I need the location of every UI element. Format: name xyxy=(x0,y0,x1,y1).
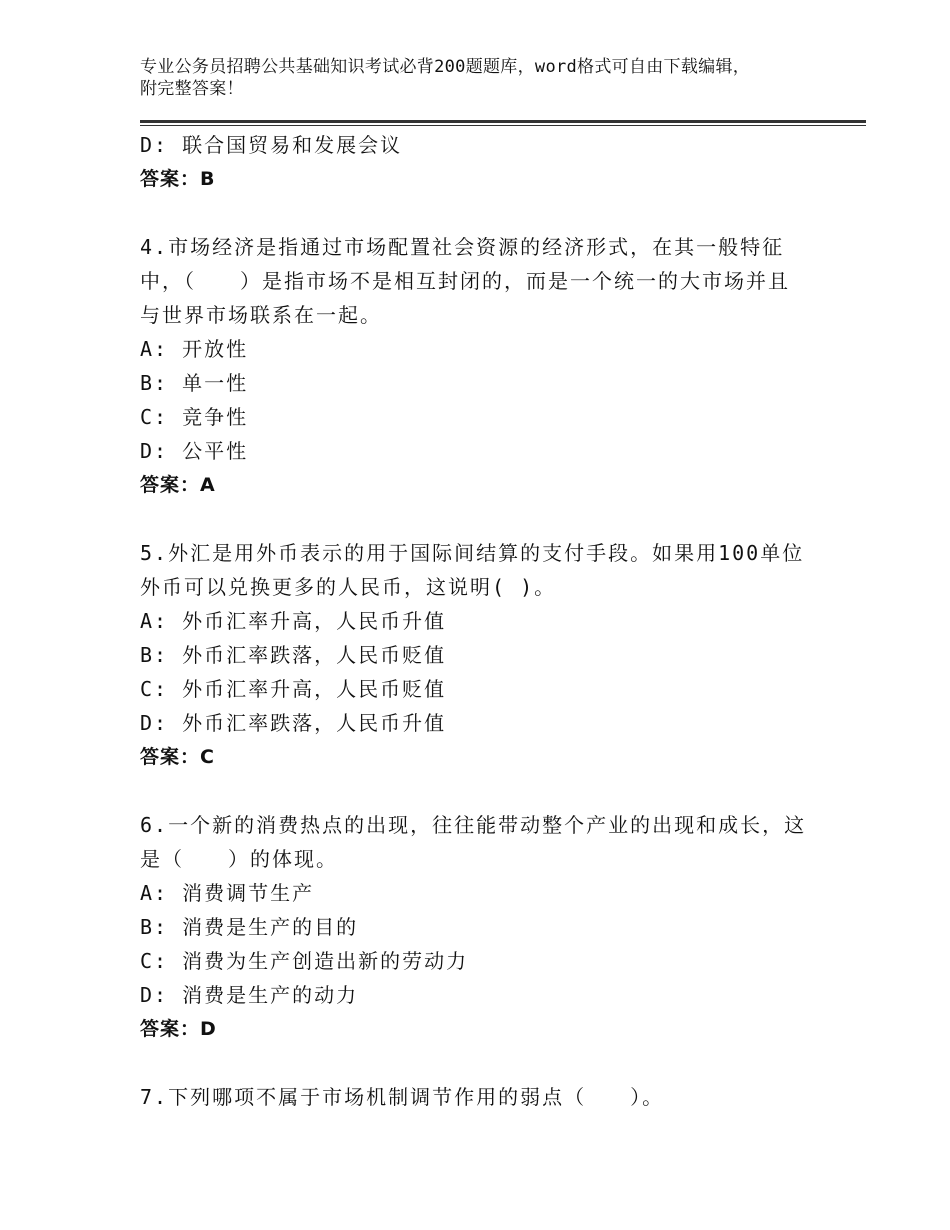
question-stem xyxy=(140,230,820,332)
document-body xyxy=(140,128,820,1114)
option-c: C: 消费为生产创造出新的劳动力 xyxy=(140,949,469,973)
question-stem-line: 是（ ）的体现。 xyxy=(140,847,338,871)
option-b: B: 单一性 xyxy=(140,371,249,395)
question-stem-line: 外币可以兑换更多的人民币，这说明( )。 xyxy=(140,575,557,599)
option-c: C: 外币汇率升高，人民币贬值 xyxy=(140,677,447,701)
option-b: B: 消费是生产的目的 xyxy=(140,915,359,939)
option-a: A: 消费调节生产 xyxy=(140,881,315,905)
header-line-2: 附完整答案！ xyxy=(140,79,244,99)
question-block-6 xyxy=(140,808,820,1046)
question-block-7 xyxy=(140,1080,820,1114)
prev-question-block xyxy=(140,128,820,196)
header-divider xyxy=(140,120,866,126)
option-d: D: 公平性 xyxy=(140,439,249,463)
option-a: A: 外币汇率升高，人民币升值 xyxy=(140,609,447,633)
question-stem-line: 与世界市场联系在一起。 xyxy=(140,303,382,327)
header-line-1: 专业公务员招聘公共基础知识考试必背200题题库，word格式可自由下载编辑， xyxy=(140,57,751,77)
question-stem-line: 7.下列哪项不属于市场机制调节作用的弱点（ ）。 xyxy=(140,1085,665,1109)
answer-label: 答案：D xyxy=(140,1018,217,1040)
option-d: D: 消费是生产的动力 xyxy=(140,983,359,1007)
answer-label: 答案：B xyxy=(140,168,216,190)
option-c: C: 竞争性 xyxy=(140,405,249,429)
option-d: D: 外币汇率跌落，人民币升值 xyxy=(140,711,447,735)
question-block-4 xyxy=(140,230,820,502)
option-a: A: 开放性 xyxy=(140,337,249,361)
question-stem-line: 中，（ ）是指市场不是相互封闭的，而是一个统一的大市场并且 xyxy=(140,269,790,293)
page-header xyxy=(140,56,820,100)
question-stem xyxy=(140,1080,820,1114)
question-stem-line: 4.市场经济是指通过市场配置社会资源的经济形式，在其一般特征 xyxy=(140,235,785,259)
question-stem xyxy=(140,808,820,876)
question-stem xyxy=(140,536,820,604)
answer-label: 答案：A xyxy=(140,474,216,496)
answer-label: 答案：C xyxy=(140,746,215,768)
option-d: D: 联合国贸易和发展会议 xyxy=(140,133,403,157)
question-block-5 xyxy=(140,536,820,774)
option-b: B: 外币汇率跌落，人民币贬值 xyxy=(140,643,447,667)
question-stem-line: 5.外汇是用外币表示的用于国际间结算的支付手段。如果用100单位 xyxy=(140,541,805,565)
question-stem-line: 6.一个新的消费热点的出现，往往能带动整个产业的出现和成长，这 xyxy=(140,813,807,837)
